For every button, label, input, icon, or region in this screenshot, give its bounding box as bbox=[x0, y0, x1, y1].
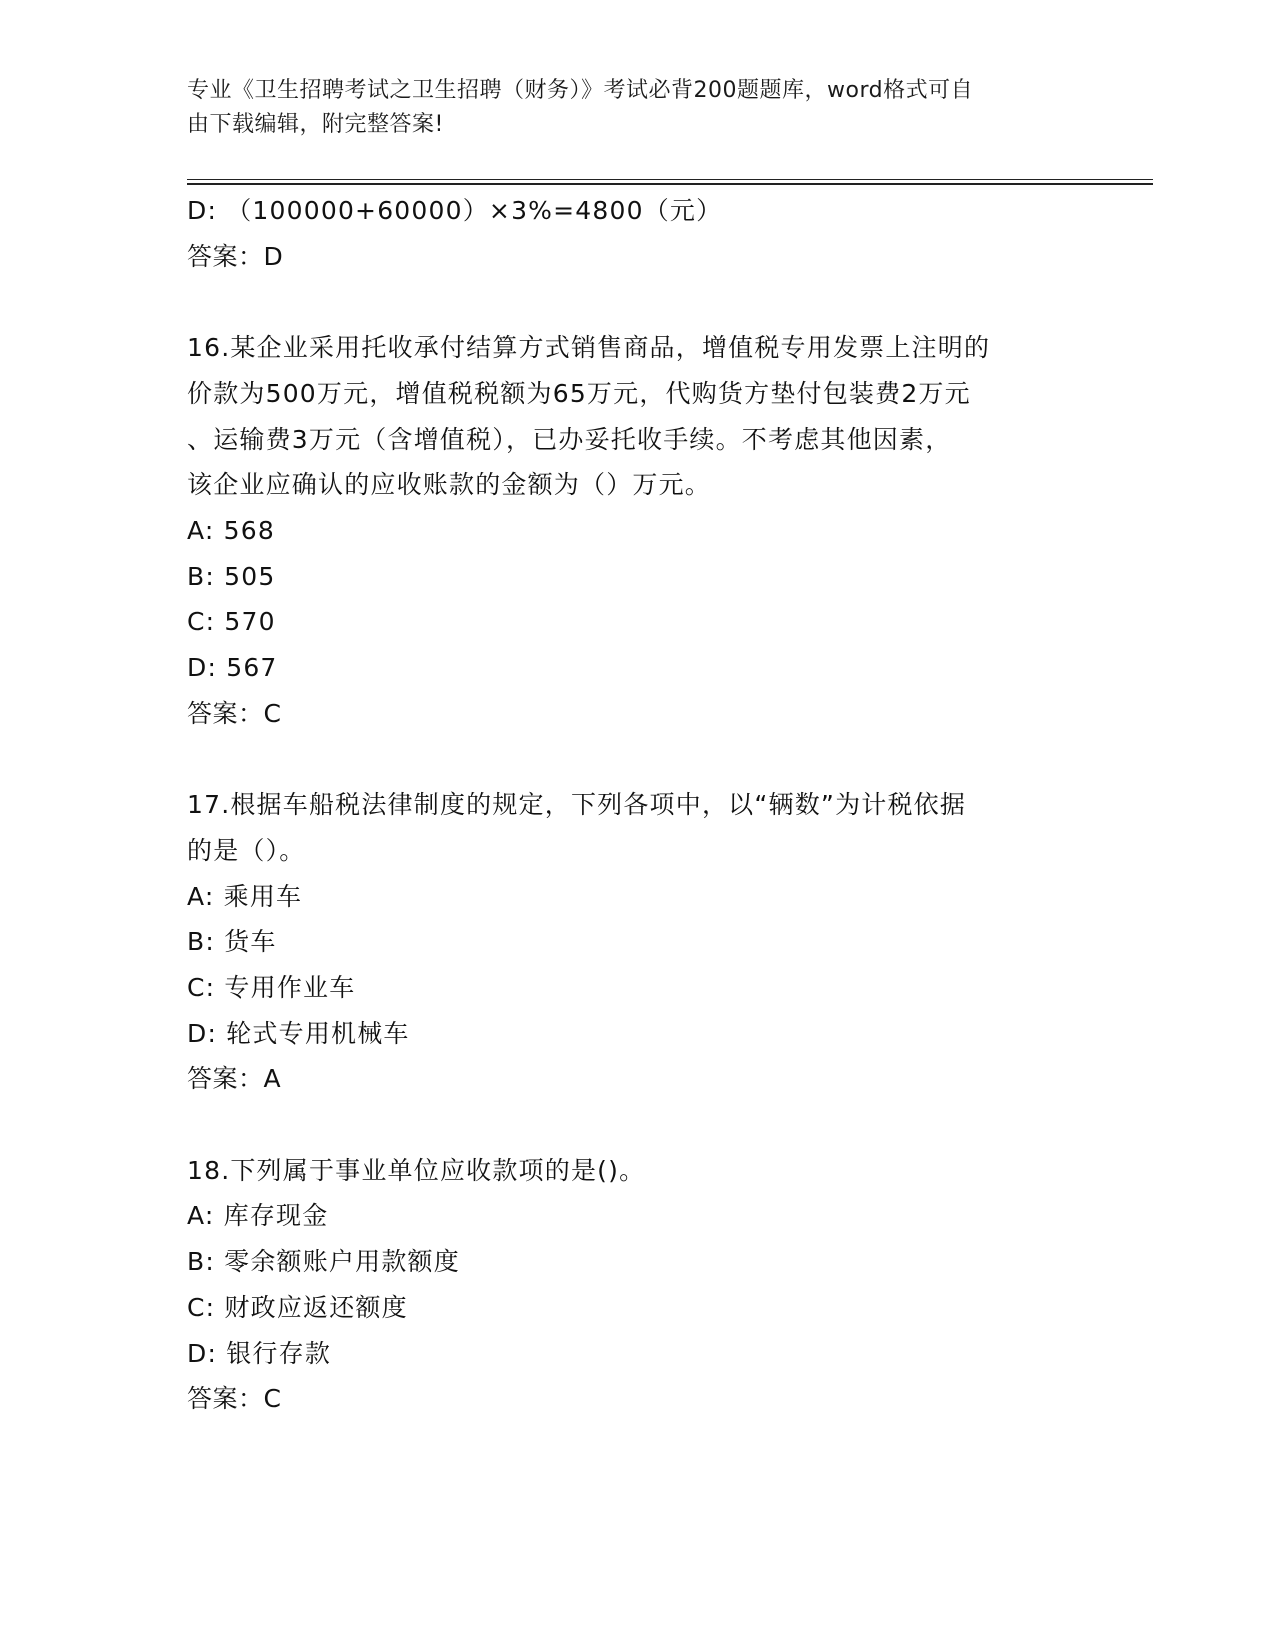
question-16-option-c: C: 570 bbox=[187, 607, 276, 637]
question-17-option-d: D: 轮式专用机械车 bbox=[187, 1018, 410, 1048]
header-title-line-2: 由下载编辑，附完整答案! bbox=[187, 112, 444, 137]
prev-question-option-d: D: （100000+60000）×3%=4800（元） bbox=[187, 196, 723, 225]
question-16-text-line-3: 、运输费3万元（含增值税），已办妥托收手续。不考虑其他因素， bbox=[187, 424, 952, 454]
question-17-option-a: A: 乘用车 bbox=[187, 881, 303, 911]
question-16-text-line-2: 价款为500万元，增值税税额为65万元，代购货方垫付包装费2万元 bbox=[187, 378, 971, 408]
prev-question-answer: 答案：D bbox=[187, 241, 284, 271]
question-16-text-line-1: 16.某企业采用托收承付结算方式销售商品，增值税专用发票上注明的 bbox=[187, 333, 991, 363]
question-17 bbox=[187, 782, 1087, 1102]
question-16-text-line-4: 该企业应确认的应收账款的金额为（）万元。 bbox=[187, 470, 712, 500]
question-18-option-d: D: 银行存款 bbox=[187, 1338, 332, 1368]
question-18-option-a: A: 库存现金 bbox=[187, 1201, 329, 1231]
header-divider-thick bbox=[187, 183, 1153, 185]
question-16-option-d: D: 567 bbox=[187, 653, 278, 683]
question-18-option-b: B: 零余额账户用款额度 bbox=[187, 1247, 460, 1277]
question-17-option-b: B: 货车 bbox=[187, 927, 277, 957]
question-17-text-line-1: 17.根据车船税法律制度的规定，下列各项中，以“辆数”为计税依据 bbox=[187, 790, 967, 820]
question-16 bbox=[187, 325, 1087, 736]
page-header bbox=[187, 74, 1087, 142]
header-title-line-1: 专业《卫生招聘考试之卫生招聘（财务）》考试必背200题题库，word格式可自 bbox=[187, 78, 974, 103]
question-16-option-b: B: 505 bbox=[187, 561, 276, 591]
question-17-text-line-2: 的是（）。 bbox=[187, 835, 306, 865]
spacer bbox=[187, 736, 1087, 782]
spacer bbox=[187, 279, 1087, 325]
question-16-option-a: A: 568 bbox=[187, 515, 275, 545]
spacer bbox=[187, 1102, 1087, 1148]
question-18-option-c: C: 财政应返还额度 bbox=[187, 1292, 408, 1322]
question-17-answer: 答案：A bbox=[187, 1064, 282, 1094]
question-18-answer: 答案：C bbox=[187, 1384, 282, 1414]
question-17-option-c: C: 专用作业车 bbox=[187, 972, 356, 1002]
question-content bbox=[187, 188, 1087, 1422]
header-divider-thin bbox=[187, 179, 1153, 180]
question-16-answer: 答案：C bbox=[187, 698, 282, 728]
question-18-text-line-1: 18.下列属于事业单位应收款项的是()。 bbox=[187, 1155, 646, 1185]
question-18 bbox=[187, 1148, 1087, 1422]
